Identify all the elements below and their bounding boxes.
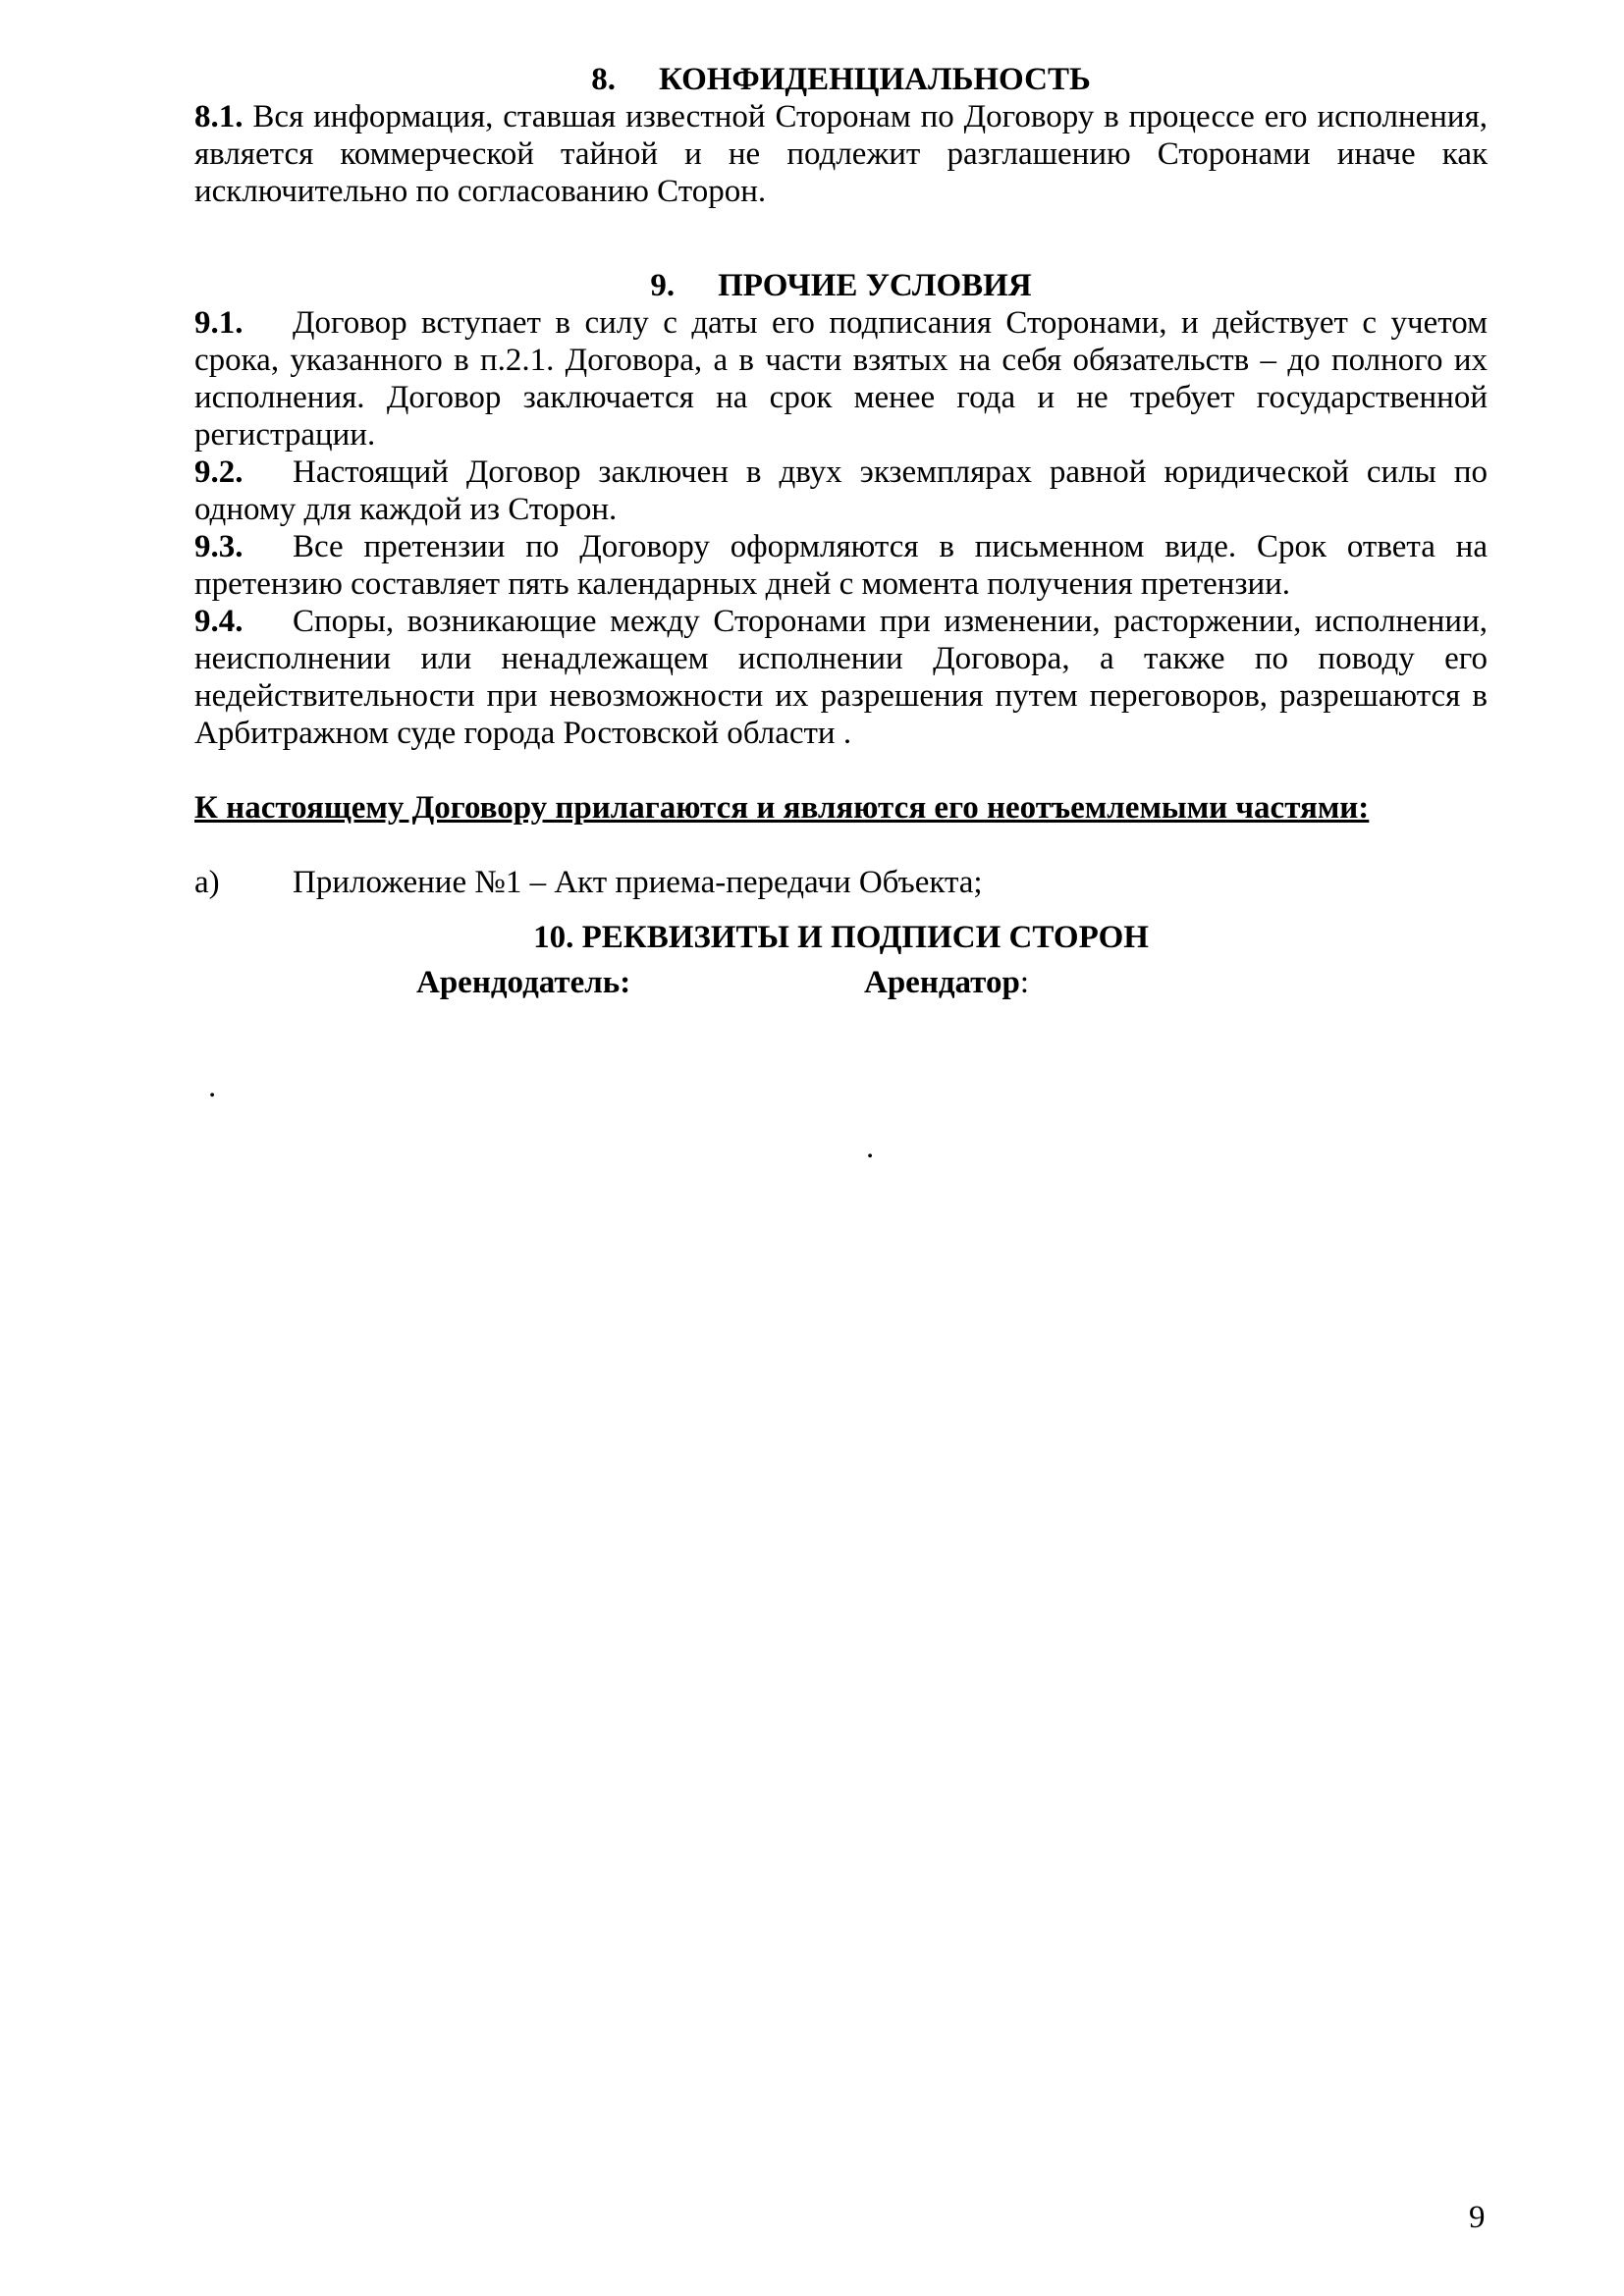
clause-9-2 <box>194 454 1488 528</box>
section-8-title: КОНФИДЕНЦИАЛЬНОСТЬ <box>658 62 1091 97</box>
clause-9-1-text: Договор вступает в силу с даты его подписания Сторонами, и действует с учетом срока, указанного в п.2.1. Договора, а в части взятых на себя обязательств – до полного их исполнения. Договор заключается на срок менее года и не требует государственной регистрации. <box>194 305 1488 453</box>
attachment-item-a <box>194 864 1488 901</box>
landlord-label: Арендодатель: <box>416 965 631 1000</box>
signature-labels-row <box>194 964 1488 1001</box>
section-9-number: 9. <box>650 268 676 303</box>
attachments-heading-text: К настоящему Договору прилагаются и являются его неотъемлемыми частями: <box>194 790 1370 826</box>
clause-8-1-number: 8.1. <box>194 99 244 134</box>
section-9-title: ПРОЧИЕ УСЛОВИЯ <box>718 268 1032 303</box>
clause-9-4-text: Споры, возникающие между Сторонами при изменении, расторжении, исполнении, неисполнении или ненадлежащем исполнении Договора, а также по поводу его недействительности при невозможности их разрешения путем переговоров, разрешаются в Арбитражном суде города Ростовской области . <box>194 604 1488 751</box>
document-content <box>0 0 1624 1001</box>
section-8-heading <box>194 61 1488 98</box>
tenant-details-placeholder: . <box>866 1130 875 1165</box>
attachment-item-a-text: Приложение №1 – Акт приема-передачи Объекта; <box>293 865 983 900</box>
tenant-label-colon: : <box>1019 965 1029 1000</box>
clause-9-3 <box>194 528 1488 603</box>
clause-9-3-number: 9.3. <box>194 529 244 564</box>
section-10-heading <box>194 919 1488 956</box>
clause-9-1 <box>194 304 1488 454</box>
section-10-title: 10. РЕКВИЗИТЫ И ПОДПИСИ СТОРОН <box>533 920 1149 955</box>
attachment-item-a-marker: а) <box>194 865 220 900</box>
clause-8-1-text: Вся информация, ставшая известной Сторонам по Договору в процессе его исполнения, является коммерческой тайной и не подлежит разглашению Сторонами иначе как исключительно по согласованию Сторон. <box>194 99 1488 209</box>
clause-9-4 <box>194 603 1488 752</box>
clause-9-2-number: 9.2. <box>194 454 244 490</box>
clause-9-4-number: 9.4. <box>194 604 244 639</box>
clause-9-2-text: Настоящий Договор заключен в двух экземплярах равной юридической силы по одному для каждой из Сторон. <box>194 454 1488 527</box>
section-9-heading <box>194 267 1488 304</box>
clause-9-3-text: Все претензии по Договору оформляются в письменном виде. Срок ответа на претензию составляет пять календарных дней с момента получения претензии. <box>194 529 1488 602</box>
clause-8-1 <box>194 98 1488 210</box>
tenant-label-word: Арендатор <box>864 965 1020 1000</box>
attachments-heading <box>194 789 1488 827</box>
section-8-number: 8. <box>591 62 616 97</box>
clause-9-1-number: 9.1. <box>194 305 244 341</box>
landlord-details-placeholder: . <box>208 1069 217 1104</box>
page-number: 9 <box>1469 2200 1486 2235</box>
tenant-label <box>864 964 1029 1001</box>
